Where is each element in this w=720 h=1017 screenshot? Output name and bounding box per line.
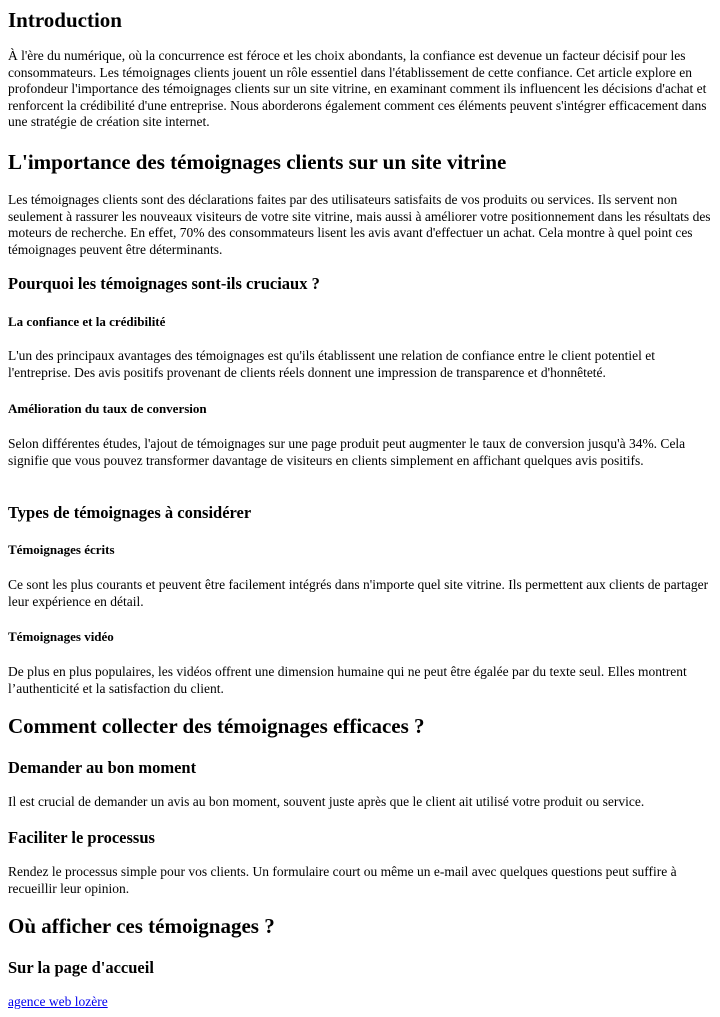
paragraph-written-testimonials: Ce sont les plus courants et peuvent être facilement intégrés dans n'importe quel site vitrine. Ils permettent aux clients de partager leur expérience en détail. [8, 577, 709, 609]
heading-conversion-rate: Amélioration du taux de conversion [8, 401, 207, 416]
heading-right-moment: Demander au bon moment [8, 758, 197, 777]
heading-introduction: Introduction [8, 8, 122, 32]
heading-simplify-process: Faciliter le processus [8, 828, 155, 847]
agency-link[interactable]: agence web lozère [8, 994, 108, 1009]
heading-trust-credibility: La confiance et la crédibilité [8, 314, 166, 329]
heading-video-testimonials: Témoignages vidéo [8, 629, 114, 644]
heading-where-display: Où afficher ces témoignages ? [8, 914, 275, 938]
paragraph-video-testimonials: De plus en plus populaires, les vidéos offrent une dimension humaine qui ne peut être égalée par du texte seul. Elles montrent l’authenticité et la satisfaction du client. [8, 664, 687, 696]
heading-testimonial-types: Types de témoignages à considérer [8, 503, 252, 522]
heading-written-testimonials: Témoignages écrits [8, 542, 115, 557]
paragraph-right-moment: Il est crucial de demander un avis au bon moment, souvent juste après que le client ait utilisé votre produit ou service. [8, 794, 645, 809]
heading-home-page: Sur la page d'accueil [8, 958, 154, 977]
paragraph-conversion-rate: Selon différentes études, l'ajout de témoignages sur une page produit peut augmenter le taux de conversion jusqu'à 34%. Cela signifie que vous pouvez transformer davantage de visiteurs en clients simplement en affichant quelques avis positifs. [8, 436, 686, 468]
heading-why-crucial: Pourquoi les témoignages sont-ils cruciaux ? [8, 274, 320, 293]
heading-collect-testimonials: Comment collecter des témoignages efficaces ? [8, 714, 425, 738]
paragraph-simplify-process: Rendez le processus simple pour vos clients. Un formulaire court ou même un e-mail avec quelques questions peut suffire à recueillir leur opinion. [8, 864, 677, 896]
paragraph-trust-credibility: L'un des principaux avantages des témoignages est qu'ils établissent une relation de confiance entre le client potentiel et l'entreprise. Des avis positifs provenant de clients réels donnent une impression de transparence et d'honnêteté. [8, 348, 656, 380]
paragraph-introduction: À l'ère du numérique, où la concurrence est féroce et les choix abondants, la confiance est devenue un facteur décisif pour les consommateurs. Les témoignages clients jouent un rôle essentiel dans l'établissement de cette confiance. Cet article explore en profondeur l'importance des témoignages clients sur un site vitrine, en examinant comment ils influencent les décisions d'achat et renforcent la crédibilité d'une entreprise. Nous aborderons également comment ces éléments peuvent s'intégrer efficacement dans une stratégie de création site internet. [8, 48, 707, 129]
paragraph-importance: Les témoignages clients sont des déclarations faites par des utilisateurs satisfaits de vos produits ou services. Ils servent non seulement à rassurer les nouveaux visiteurs de votre site vitrine, mais aussi à améliorer votre positionnement dans les résultats des moteurs de recherche. En effet, 70% des consommateurs lisent les avis avant d'effectuer un achat. Cela montre à quel point ces témoignages peuvent être déterminants. [8, 192, 711, 257]
heading-importance: L'importance des témoignages clients sur un site vitrine [8, 150, 507, 174]
